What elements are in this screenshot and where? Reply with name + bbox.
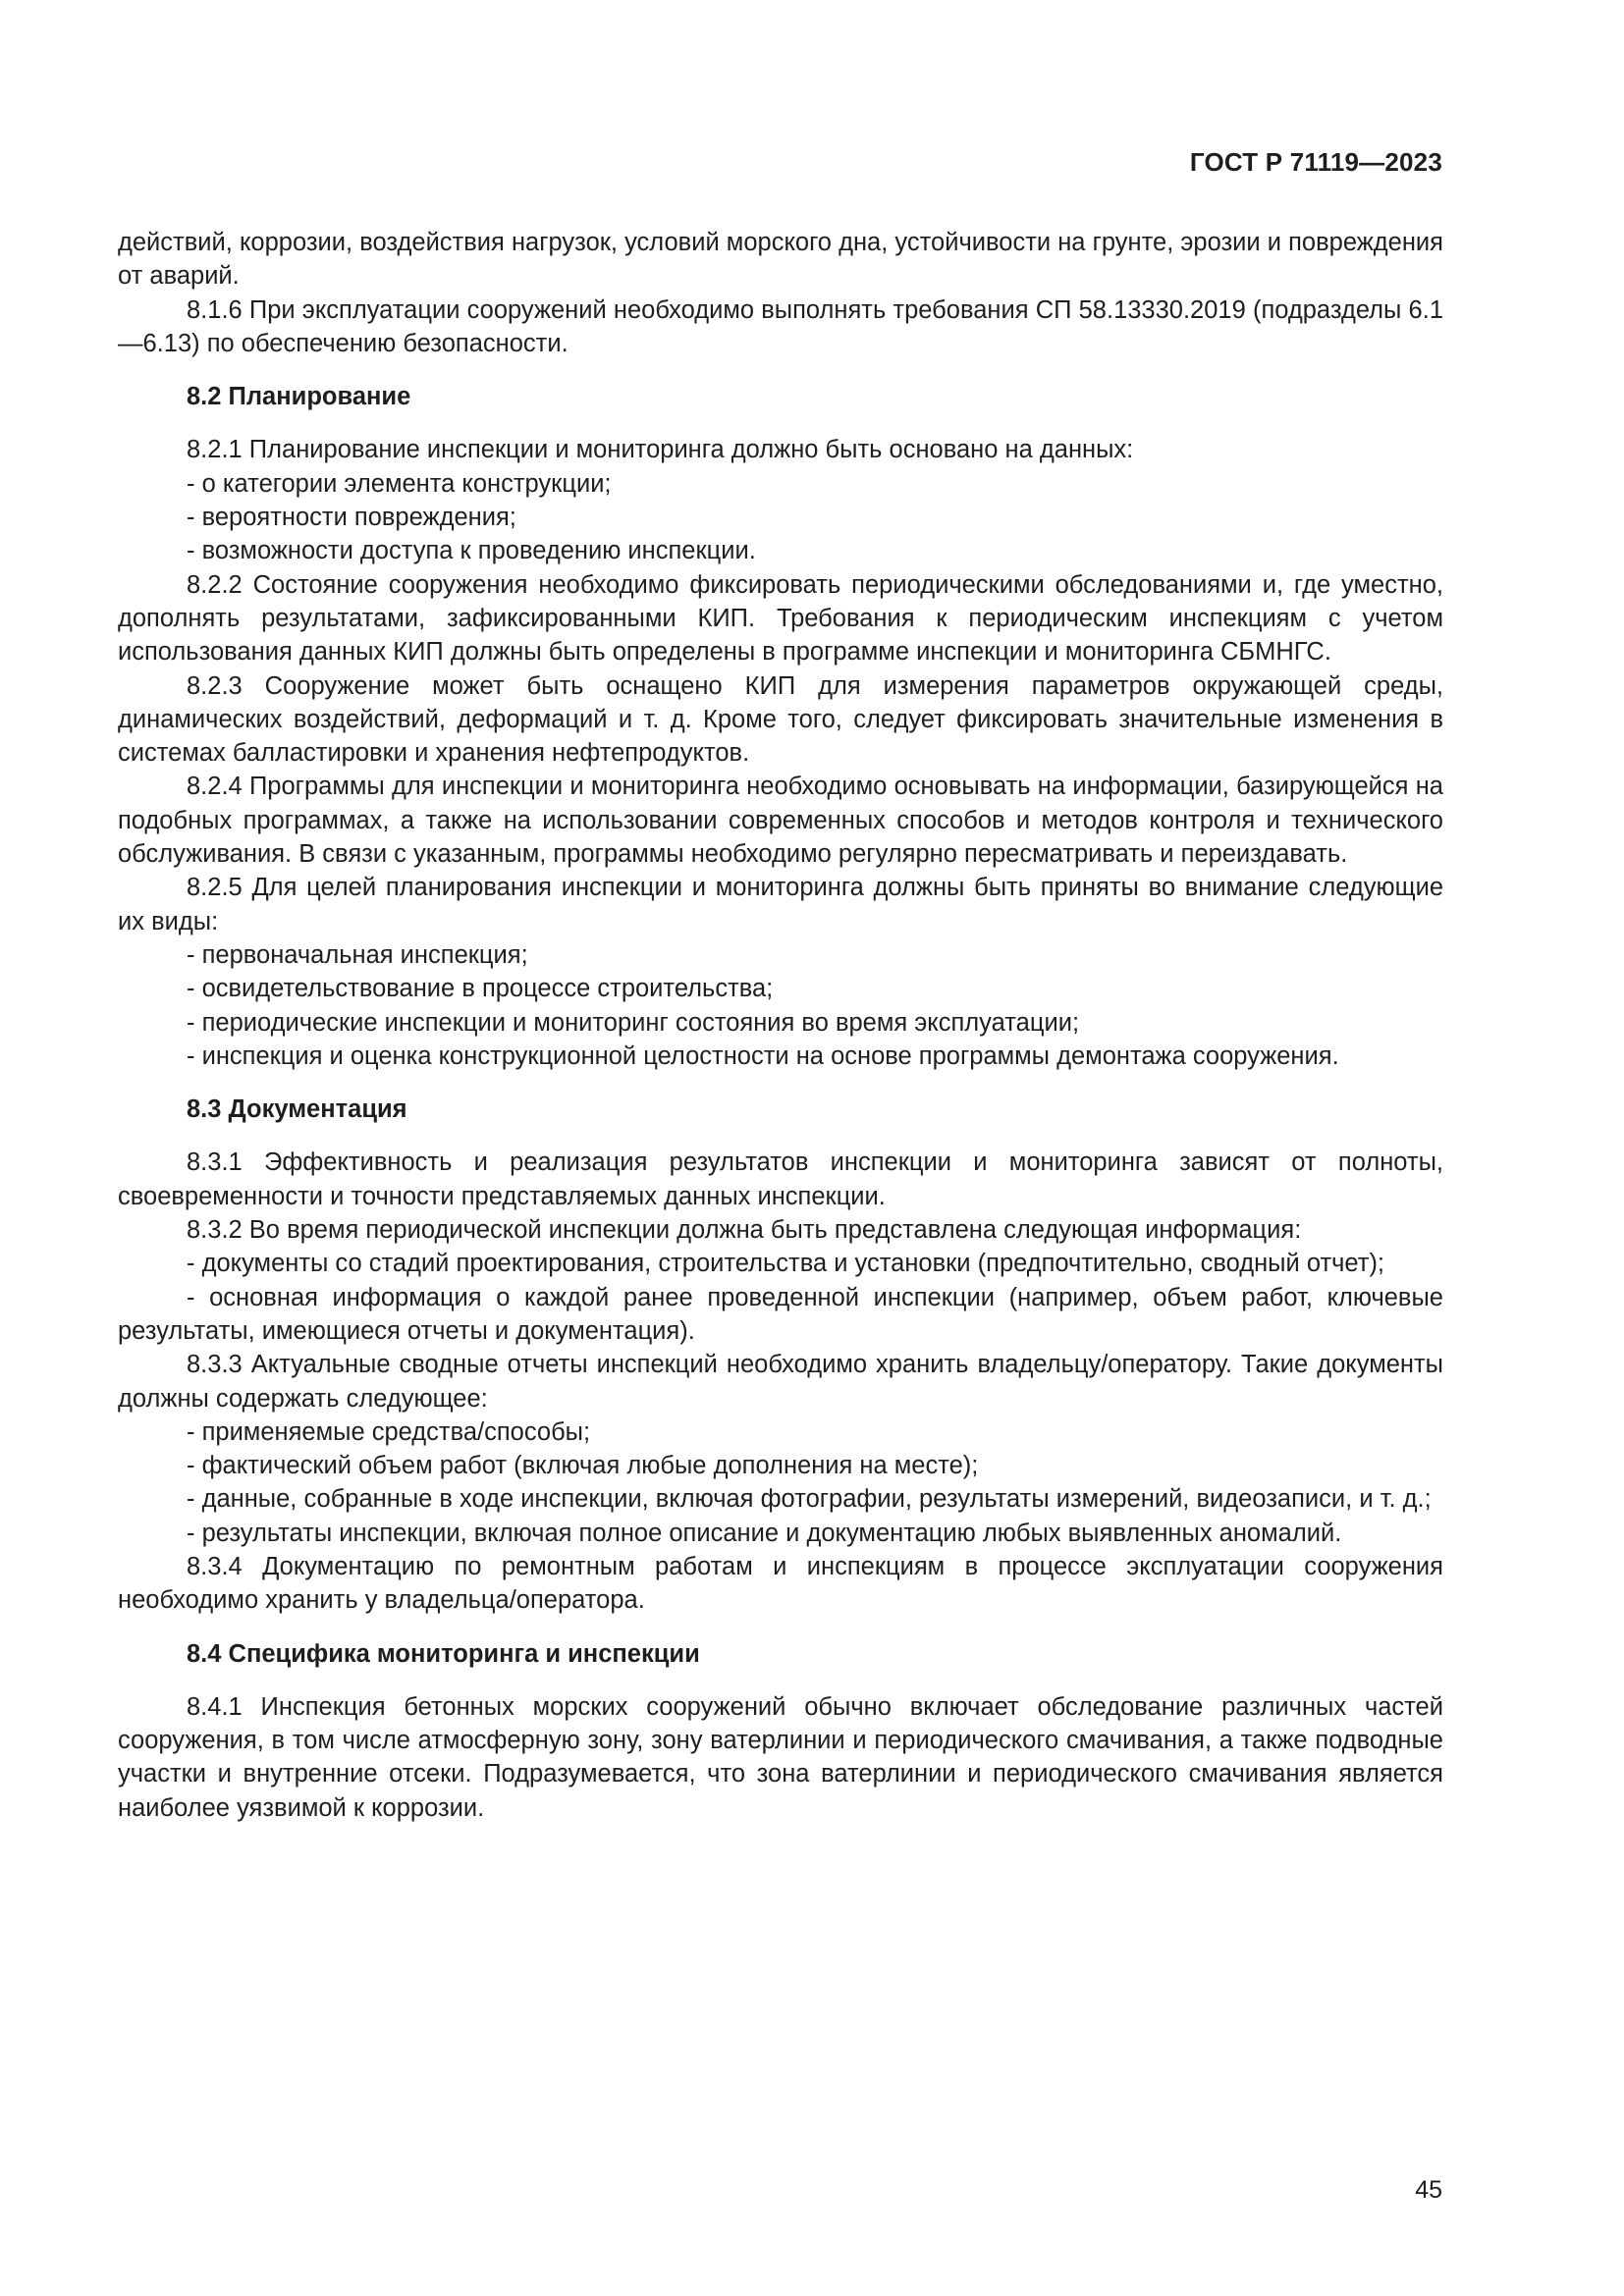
list-item: - основная информация о каждой ранее проведенной инспекции (например, объем работ, ключевые результаты, имеющиеся отчеты и документация). [118, 1283, 1443, 1345]
list-item: - периодические инспекции и мониторинг состояния во время эксплуатации; [187, 1008, 1080, 1037]
paragraph-8-2-2: 8.2.2 Состояние сооружения необходимо фиксировать периодическими обследованиями и, где уместно, дополнять результатами, зафиксированными КИП. Требования к периодическим инспекциям с учетом использования данных КИП должны быть определены в программе инспекции и мониторинга СБМНГС. [118, 570, 1443, 667]
paragraph-8-2-1: 8.2.1 Планирование инспекции и мониторинга должно быть основано на данных: [187, 436, 1134, 464]
section-heading-8-2: 8.2 Планирование [187, 383, 411, 411]
paragraph-8-1-6: 8.1.6 При эксплуатации сооружений необходимо выполнять требования СП 58.13330.2019 (подразделы 6.1—6.13) по обеспечению безопасности. [118, 295, 1443, 357]
list-item: - освидетельствование в процессе строительства; [187, 975, 774, 1003]
paragraph-8-2-4: 8.2.4 Программы для инспекции и мониторинга необходимо основывать на информации, базирующейся на подобных программах, а также на использовании современных способов и методов контроля и технического обслуживания. В связи с указанным, программы необходимо регулярно пересматривать и переиздавать. [118, 773, 1443, 869]
list-item: - возможности доступа к проведению инспекции. [187, 537, 756, 565]
list-item: - документы со стадий проектирования, строительства и установки (предпочтительно, сводный отчет); [187, 1250, 1385, 1278]
list-item: - данные, собранные в ходе инспекции, включая фотографии, результаты измерений, видеозаписи, и т. д.; [187, 1485, 1432, 1514]
list-item: - фактический объем работ (включая любые дополнения на месте); [187, 1452, 979, 1480]
list-item: - вероятности повреждения; [187, 504, 516, 532]
paragraph-8-2-5: 8.2.5 Для целей планирования инспекции и мониторинга должны быть приняты во внимание следующие их виды: [118, 874, 1443, 935]
paragraph-continuation: действий, коррозии, воздействия нагрузок, условий морского дна, устойчивости на грунте, эрозии и повреждения от аварий. [118, 229, 1443, 291]
section-heading-8-4: 8.4 Специфика мониторинга и инспекции [187, 1639, 700, 1668]
standard-designation: ГОСТ Р 71119—2023 [1189, 147, 1442, 177]
list-item: - первоначальная инспекция; [187, 940, 528, 969]
list-item: - применяемые средства/способы; [187, 1417, 591, 1446]
paragraph-8-3-4: 8.3.4 Документацию по ремонтным работам и инспекциям в процессе эксплуатации сооружения необходимо хранить у владельца/оператора. [118, 1552, 1443, 1615]
paragraph-8-3-1: 8.3.1 Эффективность и реализация результатов инспекции и мониторинга зависят от полноты, своевременности и точности представляемых данных инспекции. [118, 1148, 1443, 1210]
paragraph-8-3-3: 8.3.3 Актуальные сводные отчеты инспекций необходимо хранить владельцу/оператору. Такие документы должны содержать следующее: [118, 1351, 1443, 1413]
paragraph-8-3-2: 8.3.2 Во время периодической инспекции должна быть представлена следующая информация: [187, 1216, 1302, 1245]
list-item: - результаты инспекции, включая полное описание и документацию любых выявленных аномалий. [187, 1519, 1342, 1547]
paragraph-8-4-1: 8.4.1 Инспекция бетонных морских сооружений обычно включает обследование различных частей сооружения, в том числе атмосферную зону, зону ватерлинии и периодического смачивания, а также подводные участки и внутренние отсеки. Подразумевается, что зона ватерлинии и периодического смачивания является наиболее уязвимой к коррозии. [118, 1692, 1443, 1822]
section-heading-8-3: 8.3 Документация [187, 1095, 407, 1124]
paragraph-8-2-3: 8.2.3 Сооружение может быть оснащено КИП для измерения параметров окружающей среды, динамических воздействий, деформаций и т. д. Кроме того, следует фиксировать значительные изменения в системах балластировки и хранения нефтепродуктов. [118, 671, 1443, 768]
list-item: - о категории элемента конструкции; [187, 469, 612, 498]
page-number: 45 [1415, 2176, 1442, 2204]
document-body [118, 226, 1443, 1825]
list-item: - инспекция и оценка конструкционной целостности на основе программы демонтажа сооружения. [187, 1041, 1339, 1070]
